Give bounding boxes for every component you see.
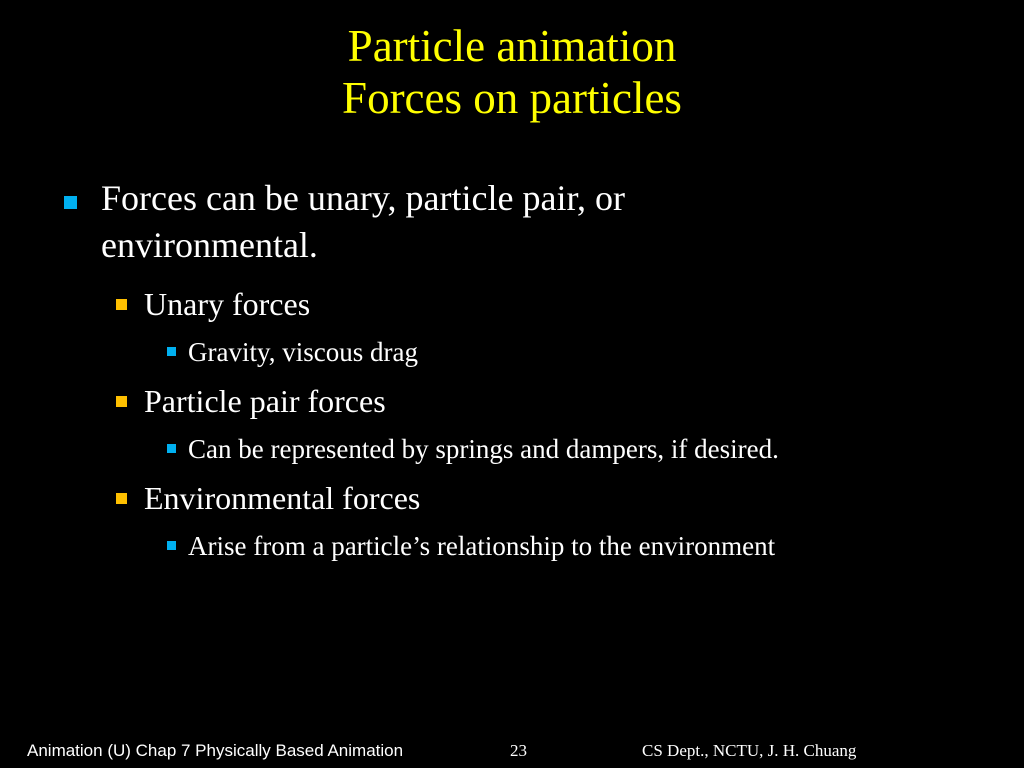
slide-title-line-2: Forces on particles (342, 73, 682, 123)
footer-page-number: 23 (510, 741, 527, 760)
square-bullet-icon (116, 493, 127, 504)
square-bullet-icon (116, 396, 127, 407)
slide-title-line-1: Particle animation (347, 21, 677, 71)
square-bullet-icon (64, 196, 77, 209)
bullet-unary-forces (116, 284, 310, 324)
bullet-text: Gravity, viscous drag (188, 337, 418, 367)
square-bullet-icon (167, 347, 176, 356)
bullet-text: Forces can be unary, particle pair, or environmental. (101, 178, 625, 265)
bullet-gravity-drag (167, 336, 418, 368)
bullet-particle-pair-forces (116, 381, 386, 421)
bullet-springs-dampers (167, 433, 779, 465)
bullet-text: Environmental forces (144, 480, 421, 516)
footer-course-title: Animation (U) Chap 7 Physically Based Animation (27, 741, 404, 760)
square-bullet-icon (167, 541, 176, 550)
slide-title (0, 20, 1024, 124)
bullet-forces-types (64, 175, 784, 269)
bullet-environmental-forces (116, 478, 420, 518)
footer-author: CS Dept., NCTU, J. H. Chuang (642, 741, 857, 760)
bullet-text: Arise from a particle’s relationship to the environment (188, 531, 776, 561)
square-bullet-icon (116, 299, 127, 310)
bullet-arise-from-relationship (167, 530, 775, 562)
bullet-text: Can be represented by springs and dampers, if desired. (188, 434, 779, 464)
bullet-text: Unary forces (144, 286, 311, 322)
square-bullet-icon (167, 444, 176, 453)
bullet-text: Particle pair forces (144, 383, 386, 419)
